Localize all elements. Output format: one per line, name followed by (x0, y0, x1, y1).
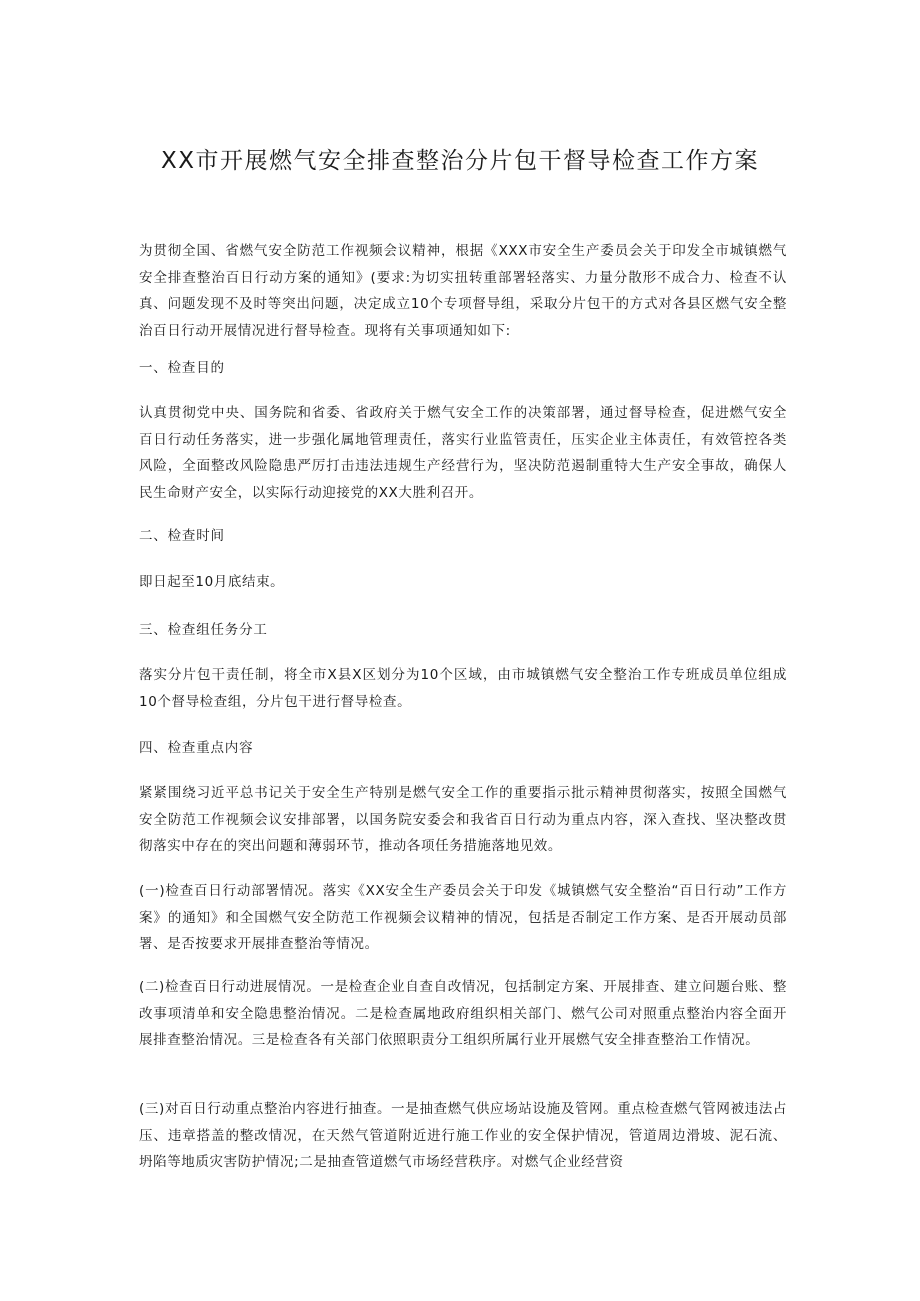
section-text-purpose: 认真贯彻党中央、国务院和省委、省政府关于燃气安全工作的决策部署，通过督导检查，促进燃气安全百日行动任务落实，进一步强化属地管理责任，落实行业监管责任，压实企业主体责任，有效管控各类风险，全面整改风险隐患严厉打击违法违规生产经营行为，坚决防范遏制重特大生产安全事故，确保人民生命财产安全，以实际行动迎接党的XX大胜利召开。 (139, 405, 787, 501)
item-deployment-check: (一)检查百日行动部署情况。落实《XX安全生产委员会关于印发《城镇燃气安全整治“百日行动”工作方案》的通知》和全国燃气安全防范工作视频会议精神的情况，包括是否制定工作方案、是否开展动员部署、是否按要求开展排查整治等情况。 (139, 883, 787, 952)
section-text-content: 紧紧围绕习近平总书记关于安全生产特别是燃气安全工作的重要指示批示精神贯彻落实，按照全国燃气安全防范工作视频会议安排部署，以国务院安委会和我省百日行动为重点内容，深入查找、坚决整改贯彻落实中存在的突出问题和薄弱环节，推动各项任务措施落地见效。 (139, 785, 787, 854)
intro-paragraph: 为贯彻全国、省燃气安全防范工作视频会议精神，根据《XXX市安全生产委员会关于印发全市城镇燃气安全排查整治百日行动方案的通知》(要求:为切实扭转重部署轻落实、力量分散形不成合力、检查不认真、问题发现不及时等突出问题，决定成立10个专项督导组，采取分片包干的方式对各县区燃气安全整治百日行动开展情况进行督导检查。现将有关事项通知如下: (139, 243, 787, 339)
item-spot-check: (三)对百日行动重点整治内容进行抽查。一是抽查燃气供应场站设施及管网。重点检查燃气管网被违法占压、违章搭盖的整改情况，在天然气管道附近进行施工作业的安全保护情况，管道周边滑坡、泥石流、坍陷等地质灾害防护情况;二是抽查管道燃气市场经营秩序。对燃气企业经营资 (139, 1101, 787, 1170)
section-heading-division: 三、检查组任务分工 (139, 622, 268, 638)
document-title: XX市开展燃气安全排查整治分片包干督导检查工作方案 (160, 148, 759, 174)
section-text-division: 落实分片包干责任制，将全市X县X区划分为10个区域，由市城镇燃气安全整治工作专班成员单位组成10个督导检查组，分片包干进行督导检查。 (139, 667, 787, 710)
section-heading-content: 四、检查重点内容 (139, 740, 254, 756)
item-progress-check: (二)检查百日行动进展情况。一是检查企业自查自改情况，包括制定方案、开展排查、建立问题台账、整改事项清单和安全隐患整治情况。二是检查属地政府组织相关部门、燃气公司对照重点整治内容全面开展排查整治情况。三是检查各有关部门依照职责分工组织所属行业开展燃气安全排查整治工作情况。 (139, 979, 787, 1048)
section-heading-time: 二、检查时间 (139, 528, 225, 544)
section-text-time: 即日起至10月底结束。 (139, 574, 285, 590)
section-heading-purpose: 一、检查目的 (139, 360, 225, 376)
